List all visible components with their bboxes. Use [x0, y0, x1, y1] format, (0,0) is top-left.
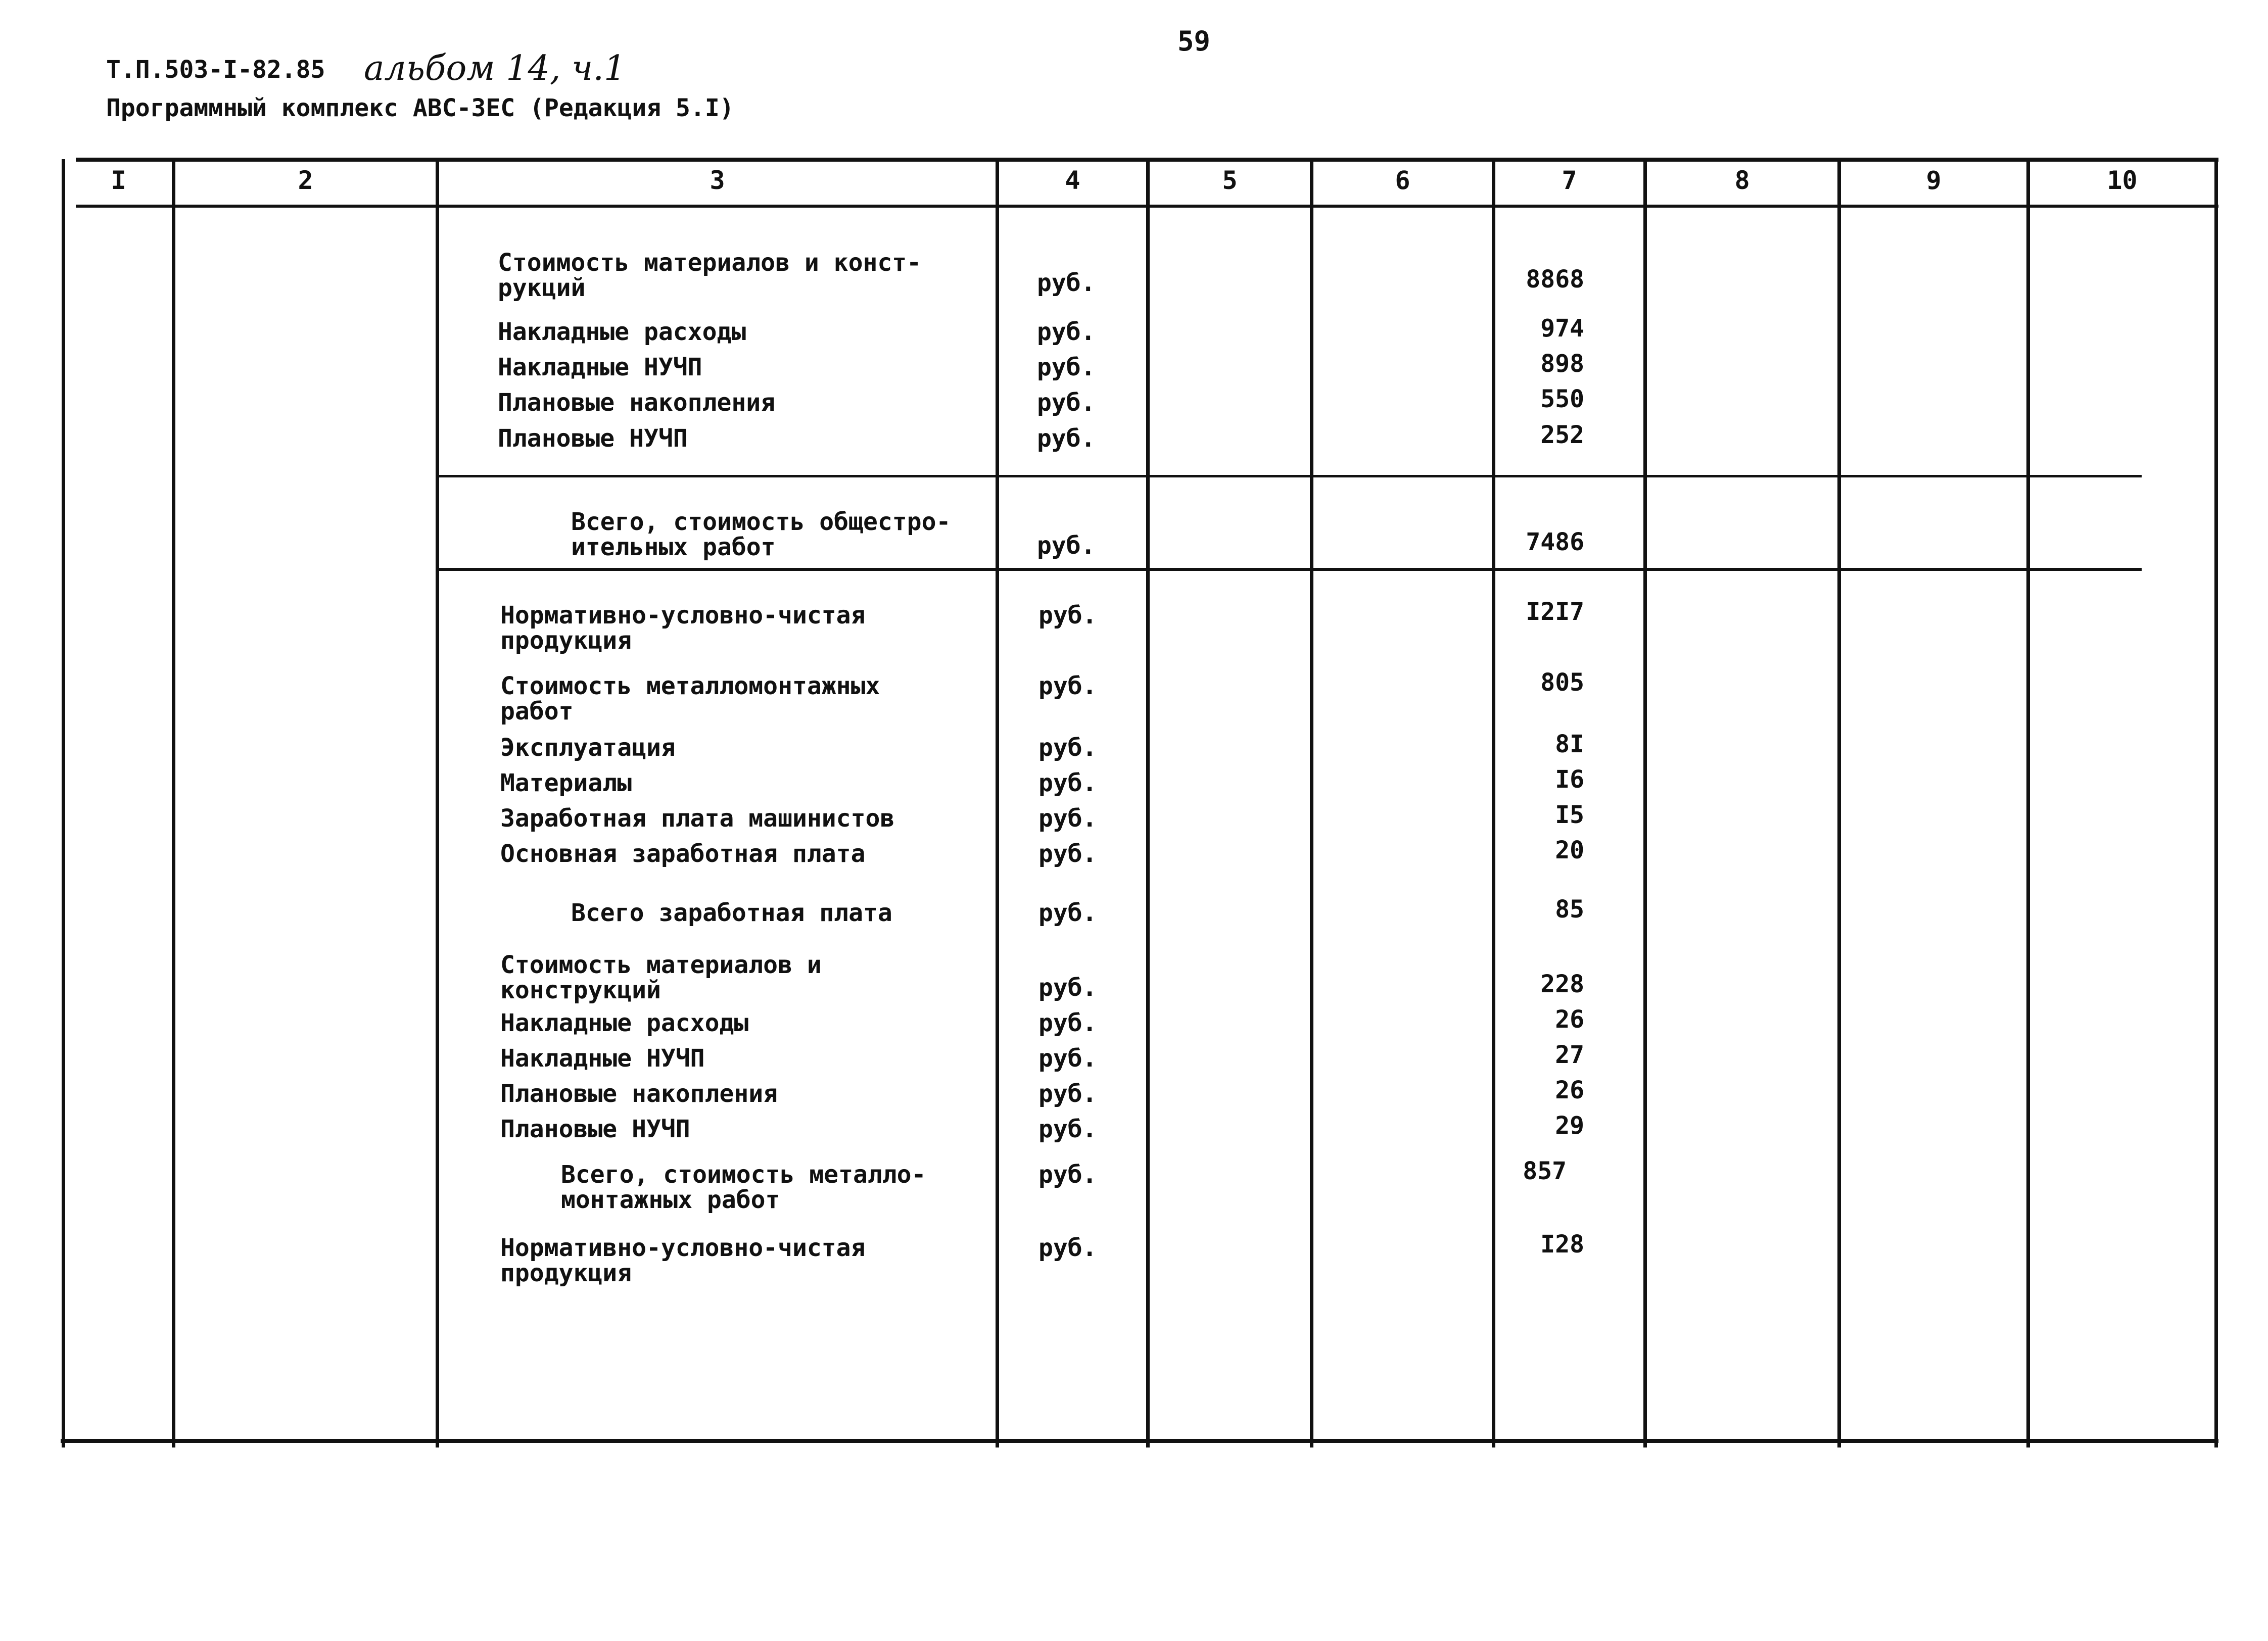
row-label: Накладные расходы — [498, 318, 746, 346]
row-value: 898 — [1540, 350, 1584, 378]
row-unit: руб. — [1038, 1080, 1097, 1108]
row-unit: руб. — [1037, 353, 1096, 381]
col-divider-3 — [996, 159, 999, 1447]
subtotal-value: 857 — [1523, 1157, 1567, 1185]
row-unit: руб. — [1038, 840, 1097, 868]
row-label: Стоимость материалов и конструкций — [500, 951, 822, 1004]
row-unit: руб. — [1037, 318, 1096, 346]
row-label: Материалы — [500, 769, 632, 797]
row-value: 20 — [1555, 836, 1584, 864]
column-header: 3 — [710, 166, 725, 195]
row-unit: руб. — [1038, 1115, 1097, 1143]
row-value: 974 — [1540, 314, 1584, 343]
col-divider-6 — [1492, 159, 1495, 1447]
row-unit: руб. — [1038, 1234, 1097, 1262]
row-value: I6 — [1555, 765, 1584, 794]
row-unit: руб. — [1038, 1009, 1097, 1037]
col-divider-2 — [436, 159, 439, 1447]
row-label: Основная заработная плата — [500, 840, 866, 868]
row-unit: руб. — [1038, 974, 1097, 1002]
document-code: Т.П.503-I-82.85 — [106, 56, 325, 84]
col-divider-5 — [1310, 159, 1313, 1447]
row-value: 27 — [1555, 1041, 1584, 1069]
row-value: 8I — [1555, 730, 1584, 758]
handwritten-album-note: альбом 14, ч.1 — [364, 49, 626, 88]
column-header: 7 — [1562, 166, 1577, 195]
row-label: Стоимость металломонтажных работ — [500, 672, 880, 726]
col-divider-7 — [1643, 159, 1647, 1447]
row-label: Заработная плата машинистов — [500, 804, 895, 833]
column-header: 9 — [1926, 166, 1942, 195]
row-label: Стоимость материалов и конст- рукций — [498, 249, 922, 302]
row-label: Плановые накопления — [500, 1080, 778, 1108]
row-unit: руб. — [1038, 672, 1097, 700]
subtotal-value: 85 — [1555, 895, 1584, 924]
row-label: Эксплуатация — [500, 734, 676, 762]
row-value: 8868 — [1526, 265, 1584, 294]
subtotal-rule-bottom — [439, 568, 2142, 571]
column-header: 8 — [1734, 166, 1750, 195]
column-header: 6 — [1395, 166, 1410, 195]
table-bottom-border — [61, 1439, 2218, 1443]
row-value: 550 — [1540, 385, 1584, 413]
subtotal-rule-top — [439, 475, 2142, 477]
row-unit: руб. — [1038, 1044, 1097, 1073]
row-value: I2I7 — [1526, 598, 1584, 626]
column-header: I — [111, 166, 126, 195]
subtotal-label: Всего заработная плата — [571, 899, 892, 927]
row-unit: руб. — [1038, 734, 1097, 762]
row-value: I28 — [1540, 1230, 1584, 1259]
row-unit: руб. — [1037, 389, 1096, 417]
row-unit: руб. — [1038, 804, 1097, 833]
col-divider-8 — [1837, 159, 1841, 1447]
row-label: Нормативно-условно-чистая продукция — [500, 1234, 866, 1287]
row-label: Накладные расходы — [500, 1009, 749, 1037]
row-value: 29 — [1555, 1112, 1584, 1140]
subtotal-value: 7486 — [1526, 528, 1584, 556]
row-unit: руб. — [1038, 601, 1097, 630]
column-header: 4 — [1065, 166, 1080, 195]
row-unit: руб. — [1038, 1161, 1097, 1189]
row-value: 26 — [1555, 1005, 1584, 1034]
table-left-border — [62, 159, 65, 1447]
col-divider-9 — [2026, 159, 2030, 1447]
row-unit: руб. — [1037, 532, 1096, 560]
column-header: 10 — [2107, 166, 2138, 195]
row-label: Нормативно-условно-чистая продукция — [500, 601, 866, 655]
row-unit: руб. — [1037, 269, 1096, 297]
row-label: Плановые НУЧП — [500, 1115, 690, 1143]
col-divider-1 — [172, 159, 175, 1447]
row-label: Плановые НУЧП — [498, 424, 688, 453]
row-unit: руб. — [1038, 769, 1097, 797]
program-title: Программный комплекс АВС-ЗЕС (Редакция 5.I) — [106, 94, 734, 122]
page-number: 59 — [1177, 25, 1211, 57]
row-value: 252 — [1540, 421, 1584, 449]
row-unit: руб. — [1038, 899, 1097, 927]
column-header: 2 — [298, 166, 313, 195]
col-divider-4 — [1146, 159, 1150, 1447]
row-value: 805 — [1540, 668, 1584, 697]
row-value: 228 — [1540, 970, 1584, 998]
table-right-border — [2214, 159, 2218, 1447]
subtotal-label: Всего, стоимость металло- монтажных работ — [561, 1161, 926, 1214]
subtotal-label: Всего, стоимость общестро- ительных работ — [571, 508, 951, 561]
row-value: 26 — [1555, 1076, 1584, 1104]
row-label: Накладные НУЧП — [500, 1044, 705, 1073]
row-label: Накладные НУЧП — [498, 353, 702, 381]
row-value: I5 — [1555, 801, 1584, 829]
row-unit: руб. — [1037, 424, 1096, 453]
row-label: Плановые накопления — [498, 389, 776, 417]
column-header: 5 — [1222, 166, 1238, 195]
